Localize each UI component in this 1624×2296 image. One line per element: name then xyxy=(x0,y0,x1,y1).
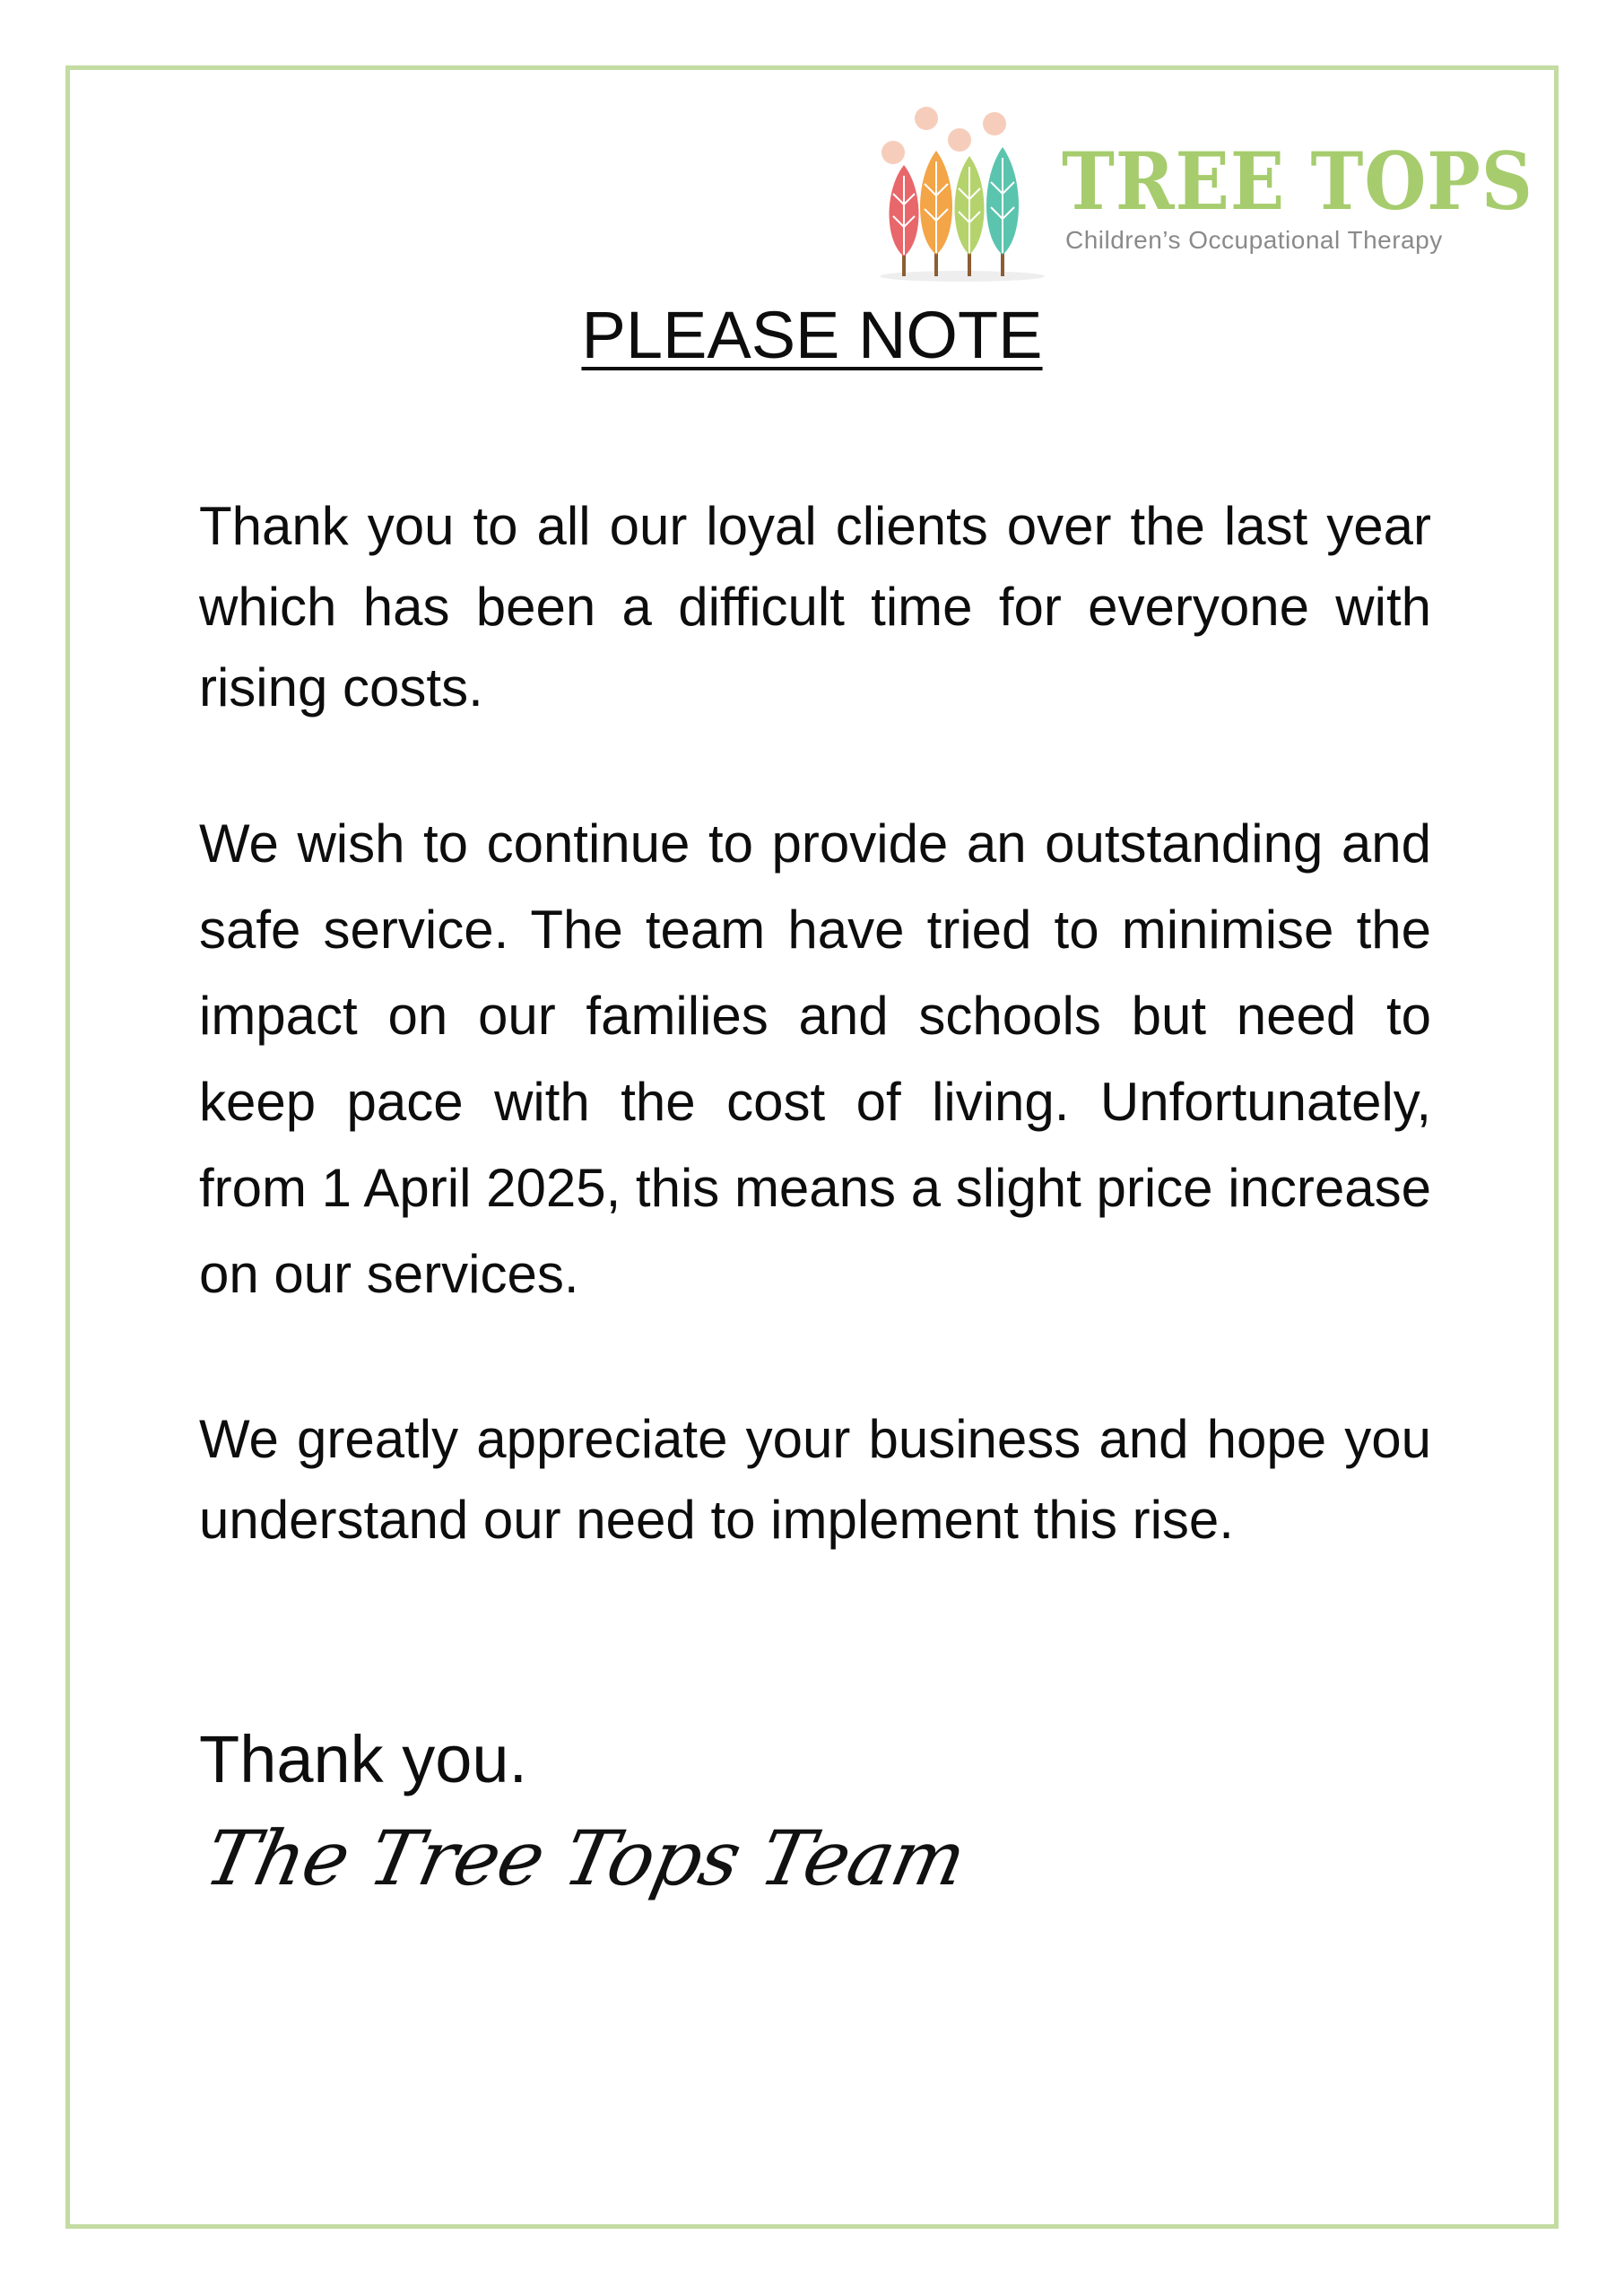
notice-paragraph-2: We wish to continue to provide an outstanding and safe service. The team have tried to minimise the impact on our families and schools but need to keep pace with the cost of living. Unfortunately, from 1 April 2025, this means a slight price increase on our services. xyxy=(199,813,1431,1304)
tree-tops-logo xyxy=(877,106,1533,285)
page-title-text: PLEASE NOTE xyxy=(581,298,1043,372)
logo-tagline: Children’s Occupational Therapy xyxy=(1065,226,1443,254)
notice-paragraph-3: We greatly appreciate your business and hope you understand our need to implement this rise. xyxy=(199,1409,1431,1550)
trees-icon xyxy=(877,106,1056,285)
notice-paragraph-1: Thank you to all our loyal clients over the last year which has been a difficult time for everyone with rising costs. xyxy=(199,496,1431,718)
closing-text: Thank you. xyxy=(199,1722,528,1796)
logo-name: TREE TOPS xyxy=(1062,135,1533,228)
signature: The Tree Tops Team xyxy=(197,1814,973,1902)
page-title xyxy=(0,296,1624,376)
